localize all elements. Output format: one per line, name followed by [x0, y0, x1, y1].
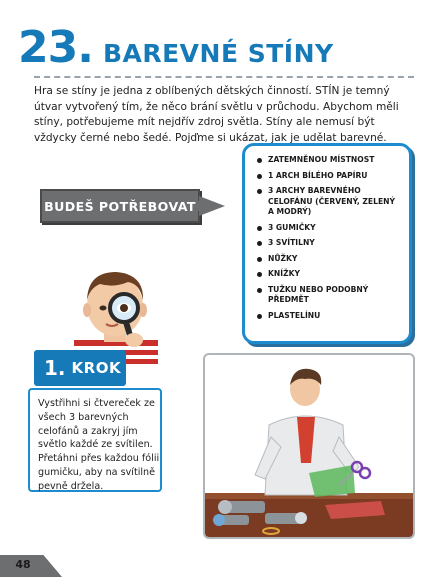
supplies-list: [245, 155, 409, 321]
supplies-banner: BUDEŠ POTŘEBOVAT: [40, 189, 200, 223]
supply-item: PLASTELÍNU: [257, 311, 403, 322]
chapter-title: BAREVNÉ STÍNY: [102, 39, 334, 68]
supplies-box: [242, 143, 412, 344]
intro-paragraph: Hra se stíny je jedna z oblíbených dětských činností. STÍN je temný útvar vytvořený tím, že něco brání světlu v průchodu. Abychom měli stíny, potřebujeme mít nejdřív zdroj světla. Stíny ale nemusí být vždycky černé nebo šedé. Pojďme si ukázat, jak je udělat barevné.: [34, 85, 399, 144]
illustration-frame: [203, 353, 415, 539]
supply-item: TUŽKU NEBO PODOBNÝ PŘEDMĚT: [257, 285, 403, 306]
step-heading: [34, 350, 126, 386]
kid-magnifier-image: [70, 262, 162, 364]
page-title: [18, 22, 334, 73]
supply-item: 3 SVÍTILNY: [257, 238, 403, 249]
step-number: 1.: [44, 356, 66, 380]
page-number: 48: [15, 558, 31, 571]
scientist-illustration: [205, 355, 413, 537]
step-label: KROK: [71, 359, 122, 377]
step-instructions: Vystřihni si čtvereček ze všech 3 barevných celofánů a zakryj jím světlo každé ze svítilen. Přetáhni přes každou fólii gumičku, aby na svítilně pevně držela.: [38, 398, 160, 492]
supply-item: ZATEMNĚNOU MÍSTNOST: [257, 155, 403, 166]
supply-item: 1 ARCH BÍLÉHO PAPÍRU: [257, 171, 403, 182]
supply-item: 3 GUMIČKY: [257, 223, 403, 234]
title-divider: [34, 76, 414, 78]
chapter-number: 23.: [18, 22, 93, 73]
arrow-right-icon: [199, 196, 225, 216]
supply-item: 3 ARCHY BAREVNÉHO CELOFÁNU (ČERVENÝ, ZELENÝ A MODRÝ): [257, 186, 403, 218]
supply-item: KNÍŽKY: [257, 269, 403, 280]
supply-item: NŮŽKY: [257, 254, 403, 265]
